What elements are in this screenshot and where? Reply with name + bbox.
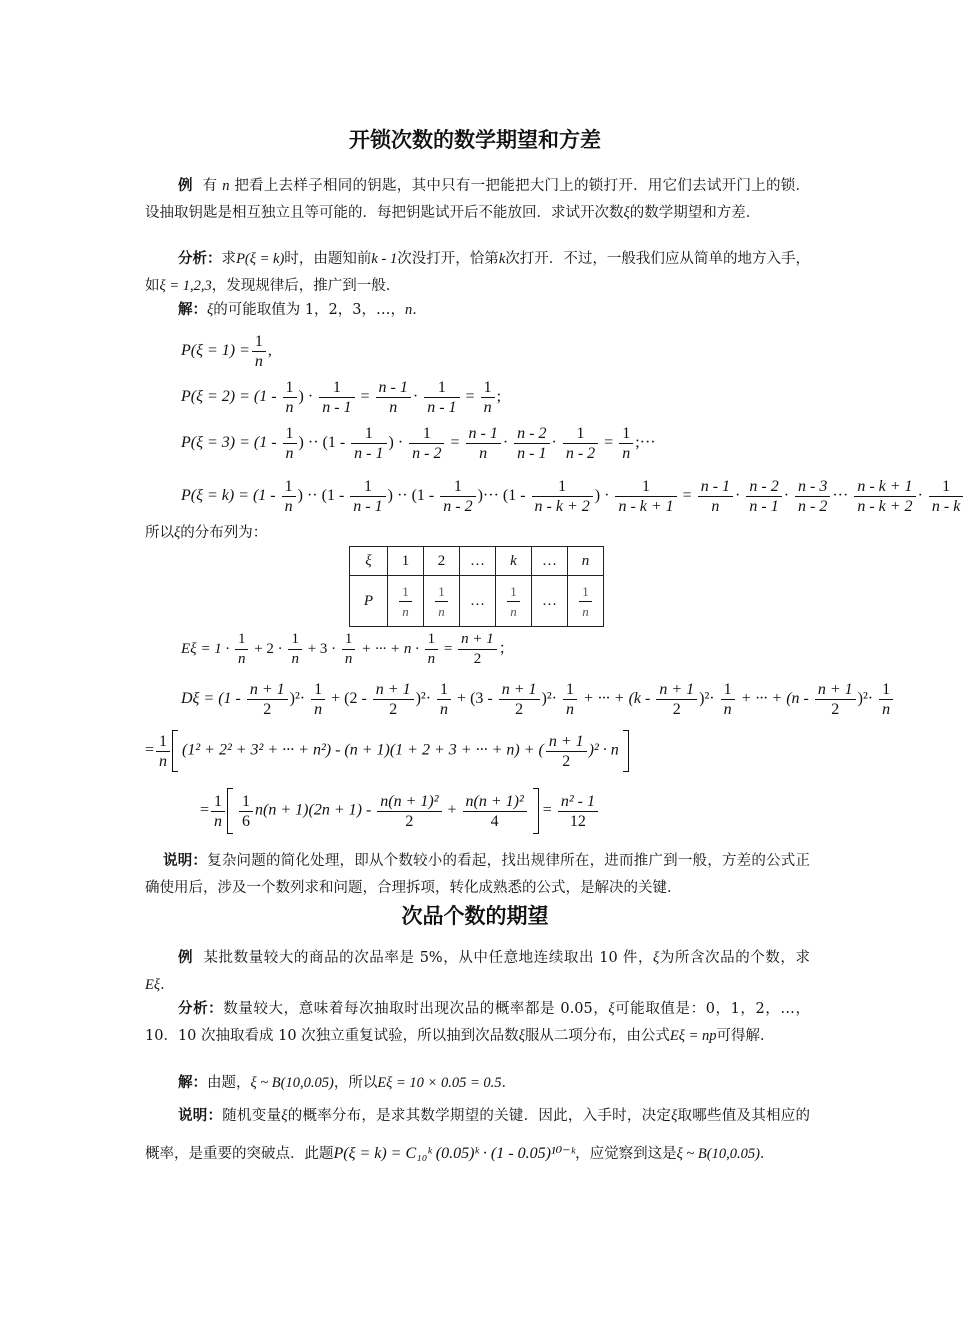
- note1-paragraph: 说明：复杂问题的简化处理，即从个数较小的看起，找出规律所在，进而推广到一般，方差的公式正确使用后，涉及一个数列求和问题，合理拆项，转化成熟悉的公式，是解决的关键．: [145, 853, 811, 896]
- analysis2-paragraph: 分析：数量较大，意味着每次抽取时出现次品的概率都是 0.05，ξ可能取值是：0，1，2，…，10．10 次抽取看成 10 次独立重复试验，所以抽到次品数ξ服从二项分布，由公式Eξ = np可得解．: [145, 1001, 810, 1044]
- table-cell: n: [568, 547, 604, 576]
- table-cell: k: [496, 547, 532, 576]
- table-cell: P: [350, 576, 388, 627]
- table-cell: …: [460, 547, 496, 576]
- table-cell: …: [532, 547, 568, 576]
- formula-expectation: Eξ = 1 · $\frac{1}{n}$ + 2 · $\frac{1}{n}$ + 3 · $\frac{1}{n}$ + ··· + n · $\frac{1}{n}$ = $\frac{n + 1}{2}$ ；: [181, 631, 514, 667]
- formula-variance-line1: Dξ = (1 - $\frac{n + 1}{2}$ )²· $\frac{1}{n}$ + (2 - $\frac{n + 1}{2}$ )²· $\frac{1}{n}$ + (3 - $\frac{n + 1}{2}$ )²· $\frac{1}{n}$ + ··· + (k - $\frac{n + 1}{2}$ )²· $\frac{1}{n}$ + ··· + (n - $\frac{n + 1}{2}$ )²· $\frac{1}{n}$: [181, 680, 895, 719]
- formula-variance-line3: = $\frac{1}{n}$ $\frac{1}{6}$ n(n + 1)(2n + 1) - $\frac{\text{n(n + 1)²}}{2}$ + $\frac{\text{n(n + 1)²}}{4}$ = $\frac{\text{n² - 1}}{12}$: [200, 788, 600, 834]
- formula-variance-line2: = $\frac{1}{n}$ (1² + 2² + 3² + ··· + n²) - (n + 1)(1 + 2 + 3 + ··· + n) + ( $\frac{n + 1}{2}$ )² · n: [145, 730, 629, 772]
- distribution-intro: 所以ξ的分布列为：: [145, 525, 268, 541]
- example1-paragraph: 例 有 n 把看上去样子相同的钥匙，其中只有一把能把大门上的锁打开．用它们去试开门上的锁．设抽取钥匙是相互独立且等可能的．每把钥匙试开后不能放回．求试开次数ξ的数学期望和方差．: [145, 178, 811, 221]
- table-cell: 2: [424, 547, 460, 576]
- table-header-row: [350, 547, 604, 576]
- table-cell: $\frac{1}{n}$: [496, 576, 532, 627]
- table-cell: 1: [388, 547, 424, 576]
- solution2-paragraph: 解：由题，ξ ~ B(10,0.05)，所以Eξ = 10 × 0.05 = 0.5．: [178, 1075, 516, 1091]
- note2-paragraph: 说明：随机变量ξ的概率分布，是求其数学期望的关键．因此，入手时，决定ξ取哪些值及其相应的概率，是重要的突破点．此题P(ξ = k) = C₁₀ᵏ (0.05)ᵏ · (1 - 0.05)¹⁰⁻ᵏ，应觉察到这是ξ ~ B(10,0.05)．: [145, 1108, 811, 1162]
- table-row: [350, 576, 604, 627]
- table-cell: …: [460, 576, 496, 627]
- table-cell: ξ: [350, 547, 388, 576]
- formula-p2: P(ξ = 2) = (1 - $\frac{1}{n}$ ) · $\frac{1}{n - 1}$ = $\frac{n - 1}{n}$ · $\frac{1}{n - 1}$ = $\frac{1}{n}$ ;: [181, 379, 502, 416]
- table-cell: …: [532, 576, 568, 627]
- section1-title: 开锁次数的数学期望和方差: [349, 128, 601, 152]
- table-cell: $\frac{1}{n}$: [568, 576, 604, 627]
- section2-title: 次品个数的期望: [401, 904, 549, 928]
- formula-pk: P(ξ = k) = (1 - $\frac{1}{n}$ ) ·· (1 - $\frac{1}{n - 1}$ ) ·· (1 - $\frac{1}{n - 2}$ )··· (1 - $\frac{1}{n - k + 2}$ ) · $\frac{1}{n - k + 1}$ = $\frac{n - 1}{n}$ · $\frac{n - 2}{n - 1}$ · $\frac{n - 3}{n - 2}$ ··· $\frac{n - k + 1}{n - k + 2}$ · $\frac{1}{n - k}$: [181, 477, 950, 516]
- formula-p1: P(ξ = 1) = $\frac{1}{n}$ ,: [181, 333, 272, 370]
- distribution-table: [349, 546, 604, 627]
- table-cell: $\frac{1}{n}$: [388, 576, 424, 627]
- example2-paragraph: 例 某批数量较大的商品的次品率是 5%，从中任意地连续取出 10 件，ξ为所含次品的个数，求Eξ．: [145, 950, 811, 993]
- table-cell: $\frac{1}{n}$: [424, 576, 460, 627]
- solution1-paragraph: 解：ξ的可能取值为 1，2，3，…，n．: [178, 302, 427, 318]
- formula-p3: P(ξ = 3) = (1 - $\frac{1}{n}$ ) ·· (1 - $\frac{1}{n - 1}$ ) · $\frac{1}{n - 2}$ = $\frac{n - 1}{n}$ · $\frac{n - 2}{n - 1}$ · $\frac{1}{n - 2}$ = $\frac{1}{n}$ ;···: [181, 425, 656, 462]
- fraction: $\frac{1}{n}$: [252, 332, 266, 371]
- analysis1-paragraph: 分析：求P(ξ = k)时，由题知前k - 1次没打开，恰第k次打开．不过，一般我们应从简单的地方入手，如ξ = 1,2,3，发现规律后，推广到一般．: [145, 251, 811, 294]
